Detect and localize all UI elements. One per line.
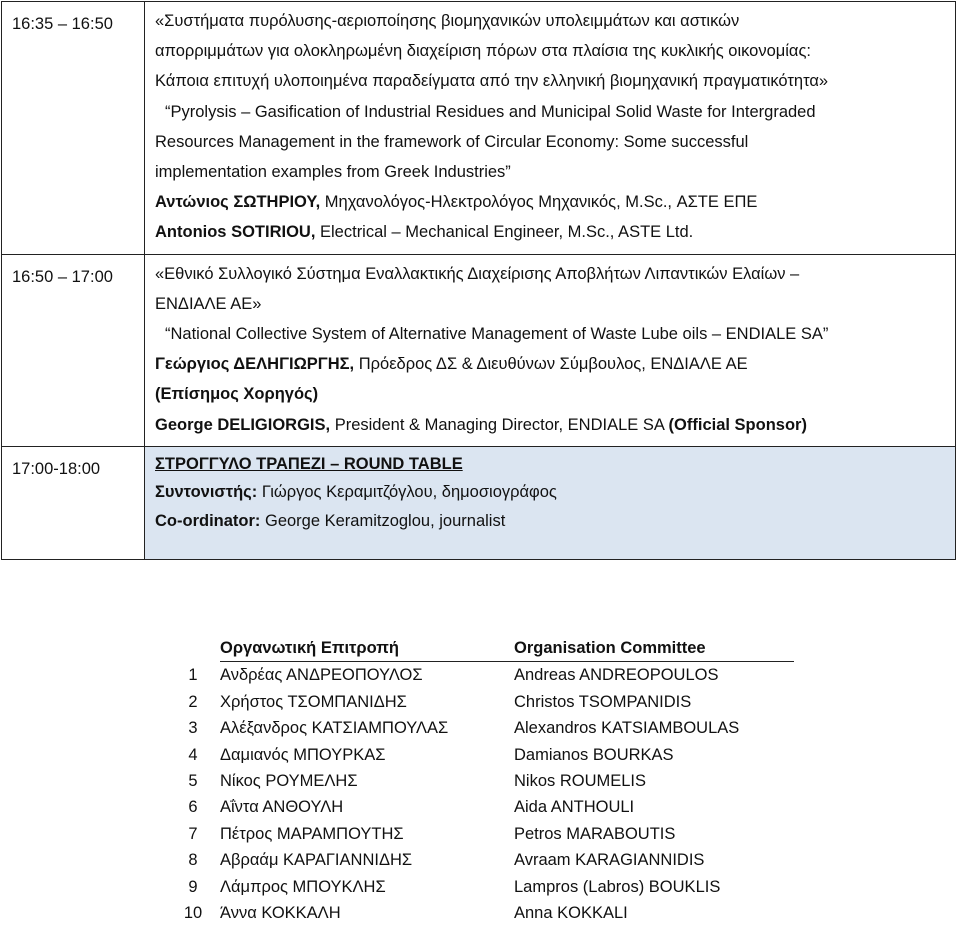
speaker-role: Electrical – Mechanical Engineer, M.Sc., ASTE Ltd. bbox=[315, 223, 694, 242]
member-name-gr: Αλέξανδρος ΚΑΤΣΙΑΜΠΟΥΛΑΣ bbox=[220, 719, 449, 738]
talk-title-gr: Κάποια επιτυχή υλοποιημένα παραδείγματα από την ελληνική βιομηχανική πραγματικότητα» bbox=[155, 72, 829, 91]
talk-title-en: “Pyrolysis – Gasification of Industrial Residues and Municipal Solid Waste for Intergraded bbox=[165, 102, 816, 121]
coordinator-name: George Keramitzoglou, journalist bbox=[260, 511, 506, 530]
coordinator-name: Γιώργος Κεραμιτζόγλου, δημοσιογράφος bbox=[257, 483, 557, 502]
committee-member bbox=[170, 715, 794, 741]
sponsor-label-en: (Official Sponsor) bbox=[668, 415, 807, 434]
speaker-en bbox=[155, 410, 955, 440]
talk-title-en: “National Collective System of Alternative Management of Waste Lube oils – ENDIALE SA” bbox=[165, 325, 829, 344]
member-name-en: Alexandros KATSIAMBOULAS bbox=[514, 719, 740, 738]
member-number: 5 bbox=[188, 772, 198, 791]
committee-member bbox=[170, 662, 794, 689]
member-name-en: Avraam KARAGIANNIDIS bbox=[514, 851, 705, 870]
committee-member bbox=[170, 900, 794, 926]
member-name-gr: Νίκος ΡΟΥΜΕΛΗΣ bbox=[220, 772, 358, 791]
coordinator-gr bbox=[155, 478, 955, 507]
member-number: 10 bbox=[183, 904, 203, 923]
committee-member bbox=[170, 821, 794, 847]
speaker-role: President & Managing Director, ENDIALE SA bbox=[330, 415, 669, 434]
member-name-en: Damianos BOURKAS bbox=[514, 745, 674, 764]
member-name-en: Christos TSOMPANIDIS bbox=[514, 692, 692, 711]
speaker-en bbox=[155, 217, 955, 247]
speaker-name: Γεώργιος ΔΕΛΗΓΙΩΡΓΗΣ, bbox=[155, 355, 355, 374]
coordinator-label: Co-ordinator: bbox=[155, 511, 261, 530]
round-table-content bbox=[145, 446, 956, 559]
schedule-row bbox=[2, 2, 956, 255]
talk-title-en: Resources Management in the framework of Circular Economy: Some successful bbox=[155, 132, 749, 151]
speaker-name: Antonios SOTIRIOU, bbox=[155, 223, 316, 242]
coordinator-label: Συντονιστής: bbox=[155, 483, 258, 502]
talk-title-gr: «Εθνικό Συλλογικό Σύστημα Εναλλακτικής Διαχείρισης Αποβλήτων Λιπαντικών Ελαίων – bbox=[155, 264, 800, 283]
talk-title-gr: ΕΝΔΙΑΛΕ ΑΕ» bbox=[155, 294, 262, 313]
member-name-gr: Άννα ΚΟΚΚΑΛΗ bbox=[220, 904, 341, 923]
member-name-en: Anna KOKKALI bbox=[514, 904, 628, 923]
member-name-en: Lampros (Labros) BOUKLIS bbox=[514, 877, 721, 896]
member-number: 7 bbox=[188, 824, 198, 843]
member-name-gr: Ανδρέας ΑΝΔΡΕΟΠΟΥΛΟΣ bbox=[220, 666, 423, 685]
committee-member bbox=[170, 768, 794, 794]
coordinator-en bbox=[155, 507, 955, 536]
committee-member bbox=[170, 742, 794, 768]
member-number: 6 bbox=[188, 798, 198, 817]
committee-member bbox=[170, 794, 794, 820]
member-name-en: Nikos ROUMELIS bbox=[514, 772, 647, 791]
speaker-name: George DELIGIORGIS, bbox=[155, 415, 331, 434]
committee-header-en: Organisation Committee bbox=[514, 632, 794, 662]
committee-header-gr: Οργανωτική Επιτροπή bbox=[220, 632, 514, 662]
member-number: 2 bbox=[188, 692, 198, 711]
speaker-role: Πρόεδρος ΔΣ & Διευθύνων Σύμβουλος, ΕΝΔΙΑΛΕ ΑΕ bbox=[354, 355, 748, 374]
sponsor-label-gr: (Επίσημος Χορηγός) bbox=[155, 385, 319, 404]
committee-num-header bbox=[170, 632, 220, 662]
speaker-gr bbox=[155, 187, 955, 217]
schedule-table bbox=[1, 1, 956, 560]
talk-title-en: implementation examples from Greek Industries” bbox=[155, 163, 511, 182]
member-name-en: Andreas ANDREOPOULOS bbox=[514, 666, 719, 685]
speaker-name: Αντώνιος ΣΩΤΗΡΙΟΥ, bbox=[155, 193, 321, 212]
member-name-gr: Αΐντα ΑΝΘΟΥΛΗ bbox=[220, 798, 344, 817]
member-number: 3 bbox=[188, 719, 198, 738]
member-name-en: Aida ANTHOULI bbox=[514, 798, 635, 817]
schedule-time: 16:35 – 16:50 bbox=[2, 2, 145, 255]
member-name-gr: Λάμπρος ΜΠΟΥΚΛΗΣ bbox=[220, 877, 386, 896]
member-number: 4 bbox=[188, 745, 198, 764]
round-table-title: ΣΤΡΟΓΓΥΛΟ ΤΡΑΠΕΖΙ – ROUND TABLE bbox=[155, 454, 463, 473]
committee-table bbox=[170, 632, 794, 926]
member-name-gr: Πέτρος ΜΑΡΑΜΠΟΥΤΗΣ bbox=[220, 824, 404, 843]
member-name-gr: Δαμιανός ΜΠΟΥΡΚΑΣ bbox=[220, 745, 386, 764]
talk-title-gr: «Συστήματα πυρόλυσης-αεριοποίησης βιομηχανικών υπολειμμάτων και αστικών bbox=[155, 12, 740, 30]
member-name-gr: Χρήστος ΤΣΟΜΠΑΝΙΔΗΣ bbox=[220, 692, 407, 711]
member-number: 1 bbox=[188, 666, 198, 685]
schedule-content bbox=[145, 254, 956, 446]
committee-member bbox=[170, 847, 794, 873]
committee-header bbox=[170, 632, 794, 662]
member-name-gr: Αβραάμ ΚΑΡΑΓΙΑΝΝΙΔΗΣ bbox=[220, 851, 413, 870]
schedule-row bbox=[2, 446, 956, 559]
committee-member bbox=[170, 689, 794, 715]
speaker-role: Μηχανολόγος-Ηλεκτρολόγος Μηχανικός, M.Sc., ΑΣΤΕ ΕΠΕ bbox=[320, 193, 758, 212]
speaker-gr bbox=[155, 349, 955, 379]
member-number: 8 bbox=[188, 851, 198, 870]
schedule-time: 16:50 – 17:00 bbox=[2, 254, 145, 446]
committee-member bbox=[170, 874, 794, 900]
member-name-en: Petros MARABOUTIS bbox=[514, 824, 676, 843]
schedule-row bbox=[2, 254, 956, 446]
talk-title-gr: απορριμμάτων για ολοκληρωμένη διαχείριση πόρων στα πλαίσια της κυκλικής οικονομίας: bbox=[155, 42, 812, 61]
schedule-content bbox=[145, 2, 956, 255]
schedule-time: 17:00-18:00 bbox=[2, 446, 145, 559]
member-number: 9 bbox=[188, 877, 198, 896]
